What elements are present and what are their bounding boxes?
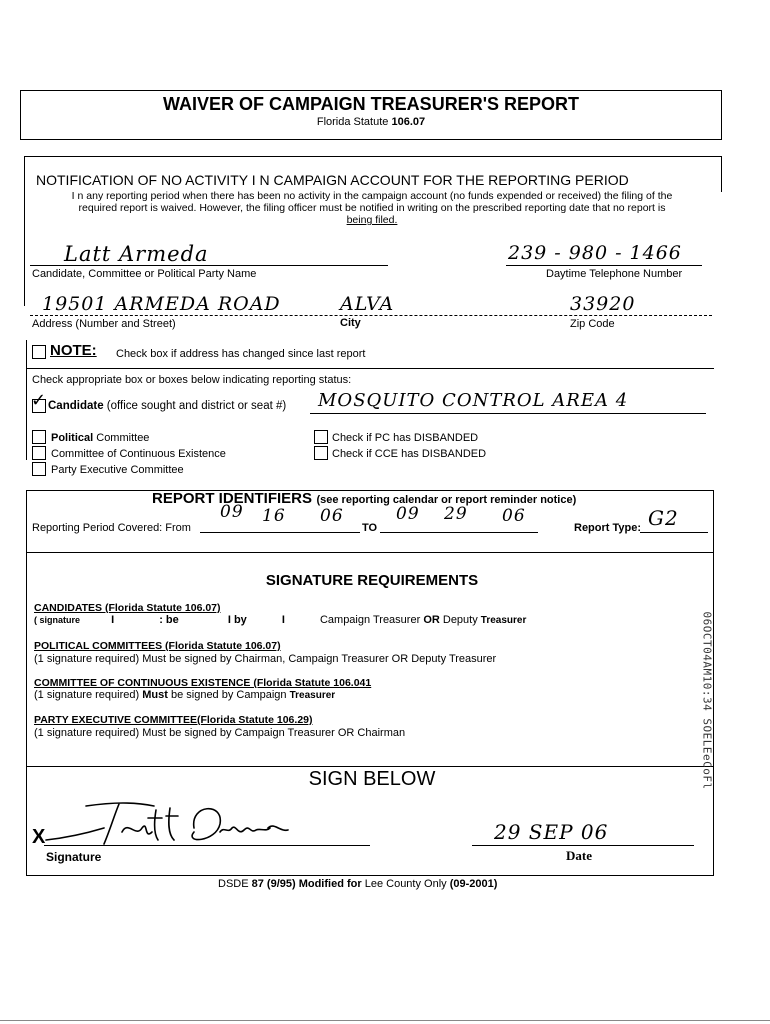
city-value: ALVA (340, 293, 395, 315)
candidates-heading: CANDIDATES (Florida Statute 106.07) (34, 602, 221, 614)
page-title: WAIVER OF CAMPAIGN TREASURER'S REPORT (163, 94, 579, 114)
pc-heading: POLITICAL COMMITTEES (Florida Statute 106.07) (34, 640, 281, 652)
candidate-label: Candidate (48, 400, 104, 412)
cce-heading: COMMITTEE OF CONTINUOUS EXISTENCE (Florida Statute 106.041 (34, 677, 372, 689)
period-label: Reporting Period Covered: From (32, 522, 191, 534)
notification-line-1: I n any reporting period when there has been no activity in the campaign account (no funds expended or received) the filing of the (71, 190, 673, 202)
political-committee-label (51, 432, 149, 444)
phone-value: 239 - 980 - 1466 (508, 242, 682, 264)
date-label: Date (566, 848, 592, 863)
candidate-status-label (48, 400, 286, 412)
signature-label: Signature (46, 850, 102, 864)
phone-label: Daytime Telephone Number (546, 268, 683, 280)
candidates-text: ( signature I : be I by I Campaign Treasurer OR Deputy Treasurer (34, 614, 527, 626)
report-type-value: G2 (648, 506, 679, 530)
form-top-border (24, 156, 722, 157)
candidate-checkmark: ✓ (31, 390, 47, 411)
pec-heading: PARTY EXECUTIVE COMMITTEE(Florida Statute 106.29) (34, 714, 313, 726)
from-day: 16 (262, 506, 286, 526)
party-executive-checkbox[interactable] (32, 462, 46, 476)
notification-line-2: required report is waived. However, the filing officer must be notified in writing on the prescribed reporting date that no report is (78, 202, 666, 214)
notification-body (26, 190, 718, 226)
note-label: NOTE: (50, 342, 97, 359)
form-left-border-mid (26, 340, 27, 460)
statute-subtitle (20, 116, 722, 128)
notification-line-3: being filed. (346, 214, 398, 226)
cce-checkbox[interactable] (32, 446, 46, 460)
type-underline (640, 532, 708, 533)
form-right-border-top (721, 156, 722, 192)
report-heading-title: REPORT IDENTIFIERS (152, 490, 313, 507)
report-type-label: Report Type: (574, 522, 642, 534)
candidate-name-label: Candidate, Committee or Political Party Name (32, 268, 257, 280)
political-rest: Committee (96, 432, 150, 444)
name-underline (30, 265, 388, 266)
statute-number: 106.07 (391, 116, 426, 128)
note-divider (26, 368, 714, 369)
city-label: City (340, 317, 361, 329)
address-changed-checkbox[interactable] (32, 345, 46, 359)
signature-x-mark: X (32, 826, 46, 848)
phone-underline (506, 265, 702, 266)
zip-label: Zip Code (570, 318, 615, 330)
pc-text: (1 signature required) Must be signed by Chairman, Campaign Treasurer OR Deputy Treasurer (34, 653, 497, 665)
statute-prefix: Florida Statute (316, 116, 389, 128)
pc-disbanded-label: Check if PC has DISBANDED (332, 432, 479, 444)
political-committee-checkbox[interactable] (32, 430, 46, 444)
to-day: 29 (444, 504, 468, 524)
signature-scribble (44, 798, 294, 850)
report-heading-note: (see reporting calendar or report reminder notice) (316, 494, 577, 506)
form-left-border-lower (26, 490, 27, 876)
to-year: 06 (502, 506, 526, 526)
date-line (472, 845, 694, 846)
form-footer: DSDE 87 (9/95) Modified for Lee County Only (09-2001) (218, 878, 498, 890)
from-month: 09 (220, 502, 244, 522)
party-executive-label: Party Executive Committee (51, 464, 184, 476)
candidate-desc: (office sought and district or seat #) (106, 400, 287, 412)
cce-disbanded-label: Check if CCE has DISBANDED (332, 448, 487, 460)
status-instruction: Check appropriate box or boxes below indicating reporting status: (32, 374, 352, 386)
candidate-name-value: Latt Armeda (64, 242, 209, 266)
from-underline (200, 532, 360, 533)
address-underline (30, 315, 712, 316)
address-value: 19501 ARMEDA ROAD (42, 293, 281, 315)
from-year: 06 (320, 506, 344, 526)
form-left-border-top (24, 156, 25, 306)
scan-edge-line (0, 1020, 770, 1021)
note-text: Check box if address has changed since last report (116, 348, 366, 360)
form-bottom-border (26, 875, 714, 876)
zip-value: 33920 (570, 293, 636, 315)
sigreq-top-border (26, 552, 714, 553)
sigreq-heading: SIGNATURE REQUIREMENTS (265, 572, 479, 589)
signature-line (44, 845, 370, 846)
sign-heading: SIGN BELOW (308, 768, 436, 790)
office-underline (310, 413, 706, 414)
to-label: TO (362, 522, 378, 534)
sign-top-border (26, 766, 714, 767)
pc-disbanded-checkbox[interactable] (314, 430, 328, 444)
address-label: Address (Number and Street) (32, 318, 176, 330)
cce-text: (1 signature required) Must be signed by Campaign Treasurer (34, 689, 336, 701)
to-month: 09 (396, 504, 420, 524)
cce-label: Committee of Continuous Existence (51, 448, 226, 460)
office-value: MOSQUITO CONTROL AREA 4 (318, 390, 629, 411)
date-value: 29 SEP 06 (494, 820, 609, 844)
receipt-stamp: 06OCT04AM10:34 SOELEeCoFl (700, 611, 714, 790)
to-underline (380, 532, 538, 533)
political-label: Political (51, 432, 94, 444)
notification-heading: NOTIFICATION OF NO ACTIVITY I N CAMPAIGN ACCOUNT FOR THE REPORTING PERIOD (36, 172, 629, 188)
pec-text: (1 signature required) Must be signed by Campaign Treasurer OR Chairman (34, 727, 406, 739)
cce-disbanded-checkbox[interactable] (314, 446, 328, 460)
